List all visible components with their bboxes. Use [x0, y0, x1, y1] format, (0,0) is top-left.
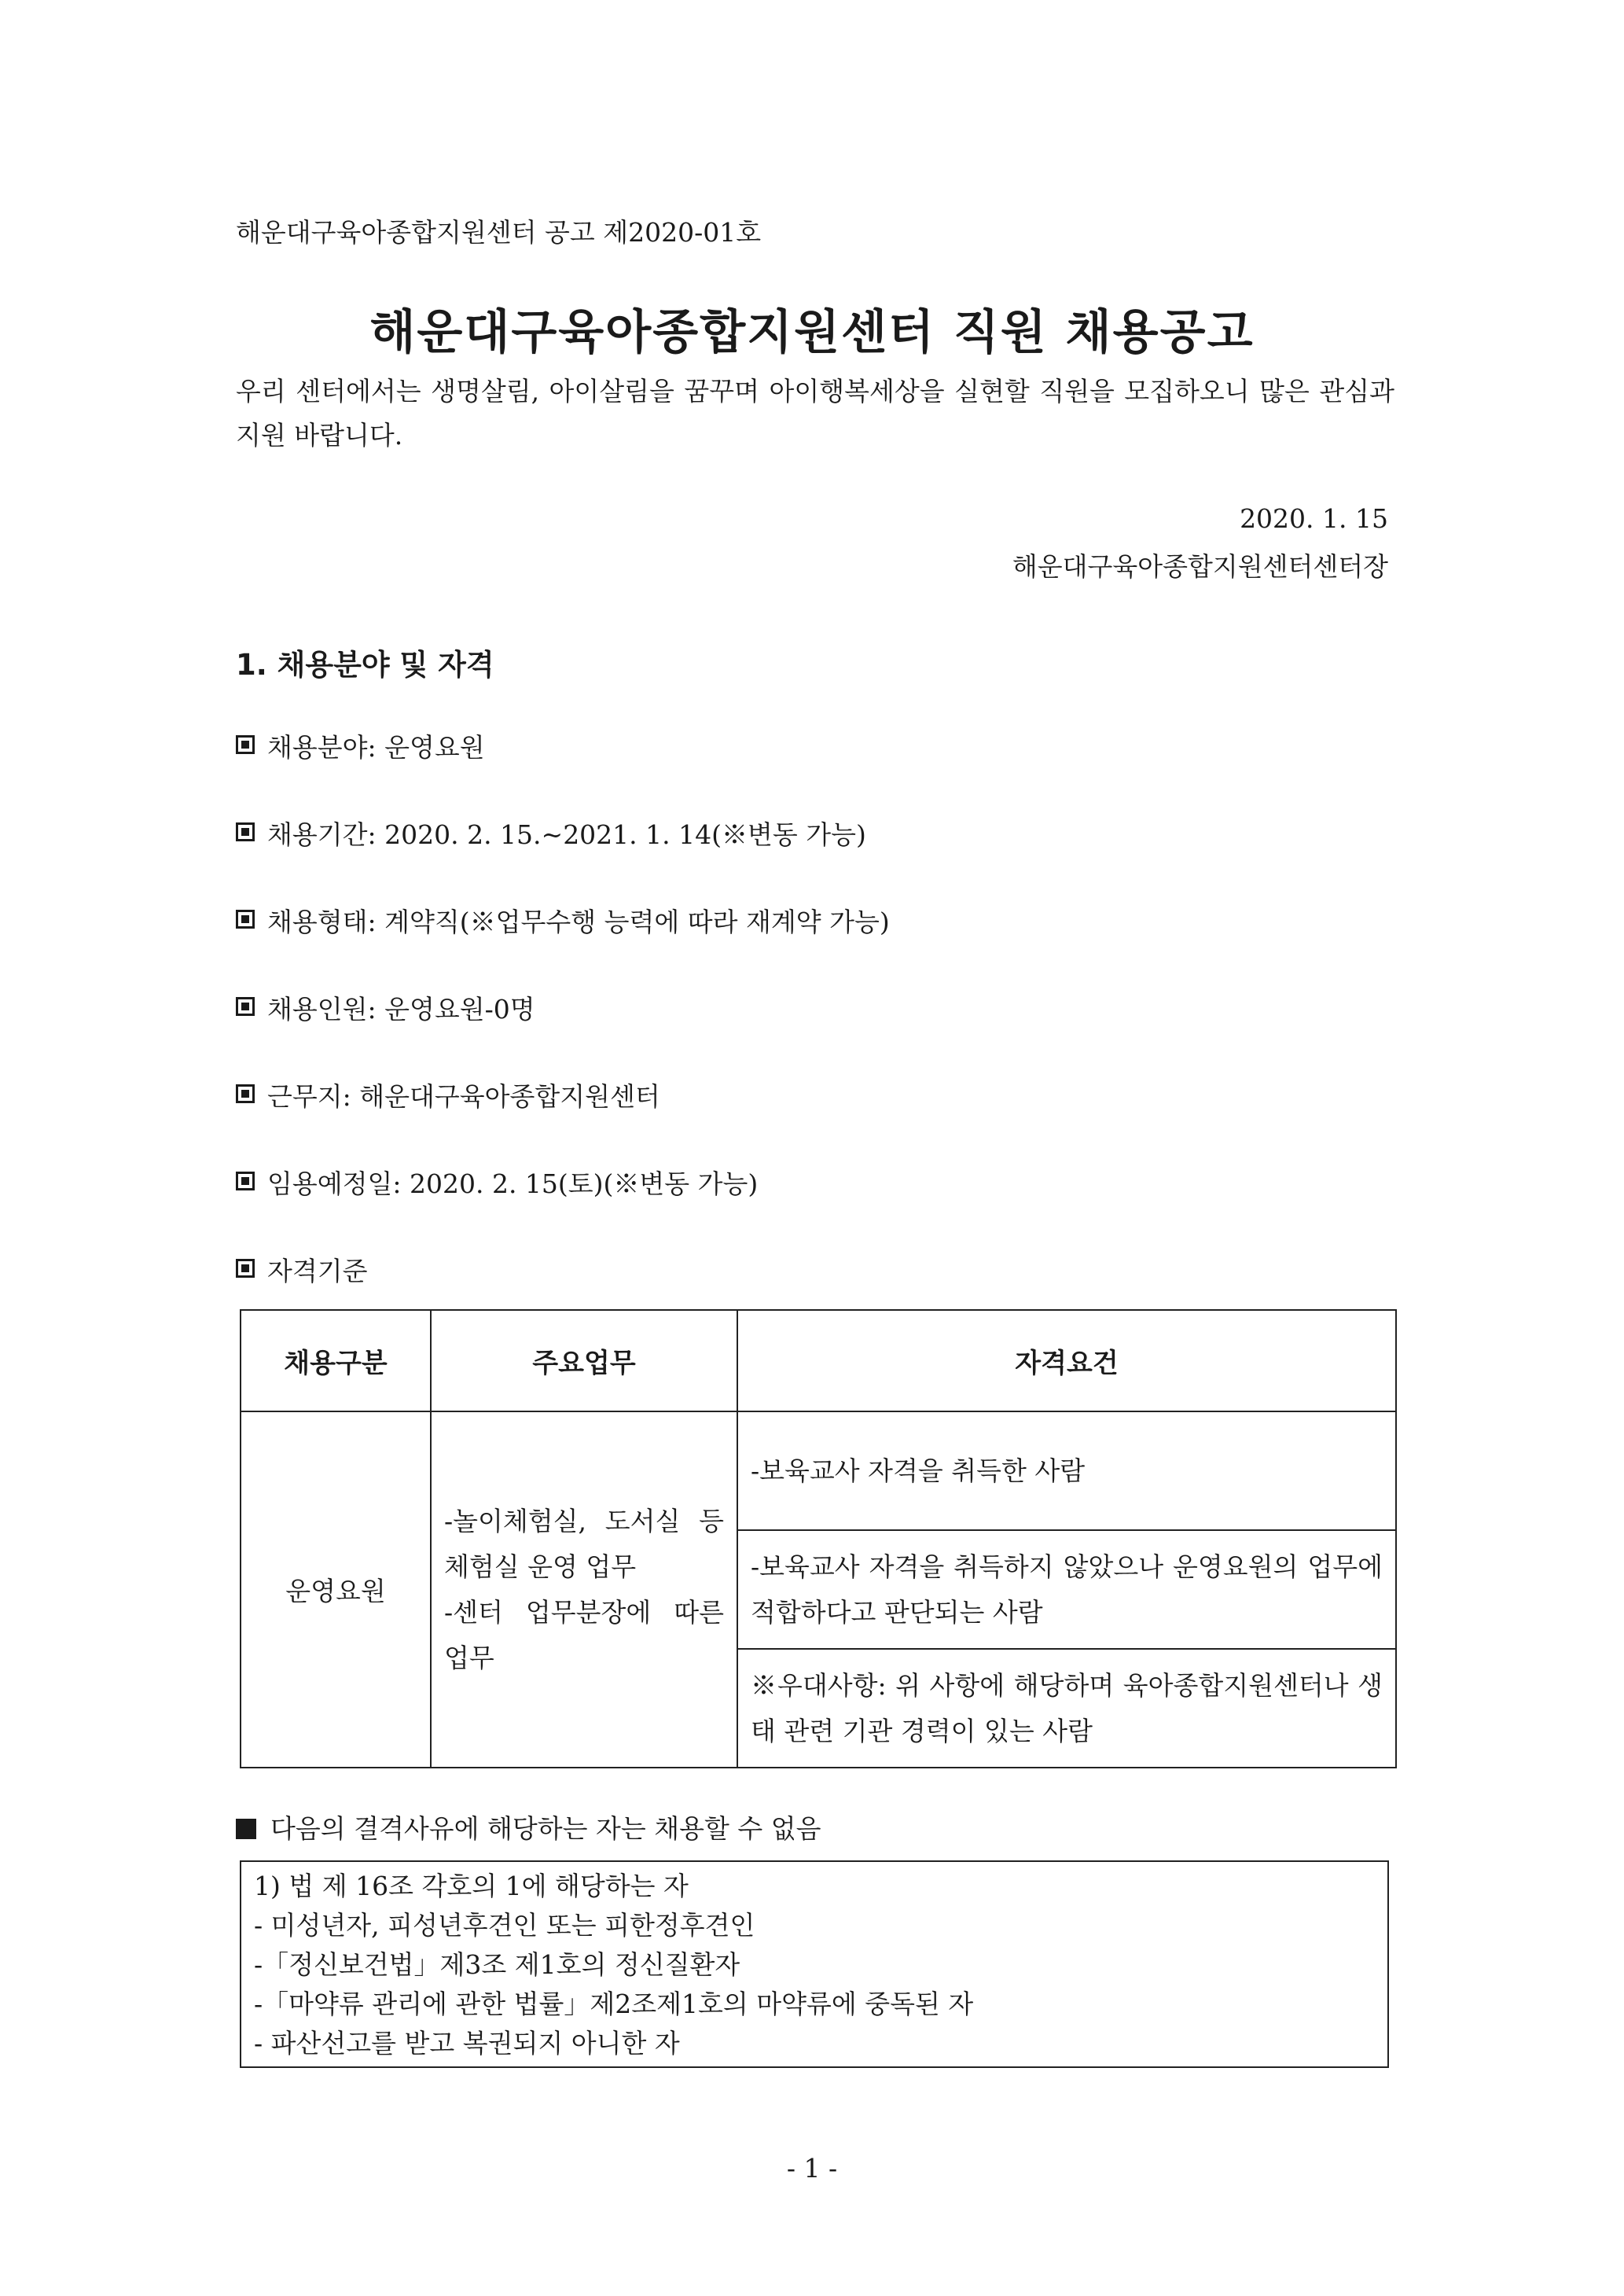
table-header-row — [241, 1310, 1396, 1411]
square-bullet-icon — [236, 822, 255, 841]
list-item: 1) 법 제 16조 각호의 1에 해당하는 자 — [254, 1871, 689, 1901]
list-item-text: 채용인원: 운영요원-0명 — [267, 994, 535, 1025]
list-item — [236, 1164, 890, 1251]
list-item-text: 근무지: 해운대구육아종합지원센터 — [267, 1081, 660, 1112]
header-requirements: 자격요건 — [737, 1310, 1396, 1411]
list-item — [236, 989, 890, 1076]
list-item-text: 채용형태: 계약직(※업무수행 능력에 따라 재계약 가능) — [267, 907, 890, 937]
header-duties: 주요업무 — [431, 1310, 737, 1411]
table-row — [241, 1411, 1396, 1530]
square-bullet-icon — [236, 1259, 255, 1278]
section-heading: 1. 채용분야 및 자격 — [236, 648, 494, 682]
disqualification-heading-text: 다음의 결격사유에 해당하는 자는 채용할 수 없음 — [270, 1813, 821, 1844]
list-item: - 파산선고를 받고 복권되지 아니한 자 — [254, 2028, 680, 2059]
list-item: -「정신보건법」제3조 제1호의 정신질환자 — [254, 1949, 740, 1980]
square-bullet-icon — [236, 910, 255, 929]
list-item: -「마약류 관리에 관한 법률」제2조제1호의 마약류에 중독된 자 — [254, 1989, 974, 2019]
requirement-cell: -보육교사 자격을 취득한 사람 — [737, 1411, 1396, 1530]
recruitment-details-list — [236, 727, 890, 1338]
filled-square-icon — [236, 1819, 256, 1839]
square-bullet-icon — [236, 1172, 255, 1190]
list-item-text: 자격기준 — [267, 1256, 368, 1286]
notice-date: 2020. 1. 15 — [1240, 503, 1388, 534]
list-item-text: 채용분야: 운영요원 — [267, 732, 485, 763]
category-cell: 운영요원 — [241, 1411, 431, 1768]
requirement-cell: -보육교사 자격을 취득하지 않았으나 운영요원의 업무에 적합하다고 판단되는 사람 — [737, 1530, 1396, 1649]
document-title: 해운대구육아종합지원센터 직원 채용공고 — [369, 305, 1255, 360]
list-item — [236, 902, 890, 989]
qualification-table — [240, 1309, 1397, 1768]
disqualification-box — [240, 1860, 1389, 2068]
signer: 해운대구육아종합지원센터센터장 — [1012, 551, 1388, 582]
list-item-text: 임용예정일: 2020. 2. 15(토)(※변동 가능) — [267, 1168, 759, 1199]
list-item — [236, 1076, 890, 1164]
intro-paragraph: 우리 센터에서는 생명살림, 아이살림을 꿈꾸며 아이행복세상을 실현할 직원을 모집하오니 많은 관심과 지원 바랍니다. — [236, 376, 1394, 451]
duty-item: -센터 업무분장에 따른 업무 — [444, 1596, 724, 1673]
requirement-cell: ※우대사항: 위 사항에 해당하며 육아종합지원센터나 생태 관련 기관 경력이 있는 사람 — [737, 1649, 1396, 1768]
square-bullet-icon — [236, 997, 255, 1016]
list-item — [236, 815, 890, 902]
list-item — [236, 727, 890, 815]
notice-number: 해운대구육아종합지원센터 공고 제2020-01호 — [236, 217, 762, 248]
header-category: 채용구분 — [241, 1310, 431, 1411]
square-bullet-icon — [236, 1084, 255, 1103]
list-item-text: 채용기간: 2020. 2. 15.~2021. 1. 14(※변동 가능) — [267, 819, 866, 850]
list-item: - 미성년자, 피성년후견인 또는 피한정후견인 — [254, 1910, 755, 1941]
duties-cell — [431, 1411, 737, 1768]
square-bullet-icon — [236, 735, 255, 754]
page-number: - 1 - — [786, 2153, 838, 2184]
duty-item: -놀이체험실, 도서실 등 체험실 운영 업무 — [444, 1505, 724, 1582]
disqualification-heading — [236, 1808, 821, 1845]
